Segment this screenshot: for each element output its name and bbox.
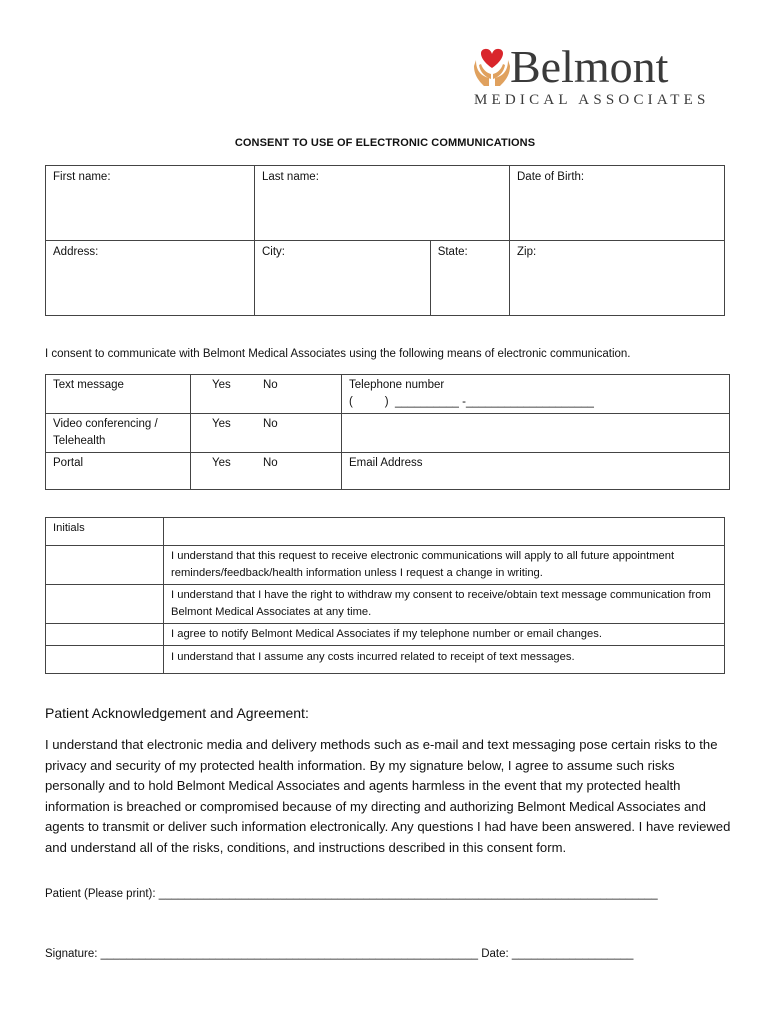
text-message-no-option[interactable]: No bbox=[263, 379, 278, 391]
initials-box-4[interactable] bbox=[46, 646, 164, 674]
document-title: CONSENT TO USE OF ELECTRONIC COMMUNICATIONS bbox=[234, 137, 536, 149]
initials-statement-1: I understand that this request to receive electronic communications will apply to all future appointment reminders/feedback/health information unless I request a change in writing. bbox=[164, 546, 725, 585]
means-label-portal: Portal bbox=[53, 457, 84, 469]
zip-field[interactable] bbox=[510, 241, 725, 316]
initials-statement-2: I understand that I have the right to withdraw my consent to receive/obtain text message communication from Belmont Medical Associates at any time. bbox=[164, 585, 725, 624]
means-label-video-conferencing: Video conferencing / Telehealth bbox=[53, 418, 158, 447]
logo-name: Belmont bbox=[510, 41, 669, 92]
initials-box-2[interactable] bbox=[46, 585, 164, 624]
patient-print-label: Patient (Please print): bbox=[45, 888, 156, 900]
city-label: City: bbox=[262, 246, 285, 258]
initials-table bbox=[45, 517, 725, 674]
signature-row bbox=[45, 948, 633, 960]
video-detail-cell bbox=[342, 414, 730, 453]
patient-print-row bbox=[45, 888, 658, 900]
patient-info-table bbox=[45, 165, 725, 316]
address-field[interactable] bbox=[46, 241, 255, 316]
date-label: Date: bbox=[481, 948, 509, 960]
signature-label: Signature: bbox=[45, 948, 98, 960]
address-label: Address: bbox=[53, 246, 99, 258]
date-field[interactable]: ___________________ bbox=[511, 948, 634, 960]
dob-field[interactable] bbox=[510, 166, 725, 241]
heart-hands-icon bbox=[472, 46, 512, 88]
email-address-field[interactable] bbox=[342, 453, 730, 490]
logo-subtitle: MEDICAL ASSOCIATES bbox=[474, 92, 710, 108]
belmont-logo bbox=[472, 41, 727, 116]
zip-label: Zip: bbox=[517, 246, 537, 258]
acknowledgement-heading: Patient Acknowledgement and Agreement: bbox=[45, 705, 309, 721]
state-field[interactable] bbox=[430, 241, 509, 316]
video-no-option[interactable]: No bbox=[263, 418, 278, 430]
telephone-number-label: Telephone number bbox=[349, 379, 445, 391]
initials-statement-4: I understand that I assume any costs incurred related to receipt of text messages. bbox=[164, 646, 725, 674]
communication-means-table bbox=[45, 374, 730, 490]
email-address-label: Email Address bbox=[349, 457, 423, 469]
video-yes-option[interactable]: Yes bbox=[212, 418, 231, 430]
first-name-field[interactable] bbox=[46, 166, 255, 241]
last-name-label: Last name: bbox=[262, 171, 319, 183]
telephone-number-field[interactable]: ( ) __________ -____________________ bbox=[349, 396, 594, 408]
state-label: State: bbox=[437, 246, 468, 258]
patient-print-field[interactable]: ______________________________________________________________________________ bbox=[158, 888, 658, 900]
city-field[interactable] bbox=[255, 241, 431, 316]
consent-intro: I consent to communicate with Belmont Medical Associates using the following means of electronic communication. bbox=[45, 348, 631, 360]
signature-field[interactable]: ___________________________________________________________ bbox=[100, 948, 478, 960]
first-name-label: First name: bbox=[53, 171, 111, 183]
acknowledgement-body: I understand that electronic media and delivery methods such as e-mail and text messaging pose certain risks to the privacy and security of my protected health information. By my signature below, I agree to assume such risks personally and to hold Belmont Medical Associates and agents harmless in the event that my protected health information is breached or compromised because of my directing and authorizing Belmont Medical Associates and agents to transmit or deliver such information electronically. Any questions I had have been answered. I have reviewed and understand all of the risks, conditions, and instructions described in this consent form. bbox=[45, 737, 731, 855]
portal-no-option[interactable]: No bbox=[263, 457, 278, 469]
means-label-text-message: Text message bbox=[53, 379, 124, 391]
text-message-yes-option[interactable]: Yes bbox=[212, 379, 231, 391]
dob-label: Date of Birth: bbox=[517, 171, 585, 183]
initials-box-3[interactable] bbox=[46, 624, 164, 646]
initials-header: Initials bbox=[53, 522, 85, 534]
initials-statement-3: I agree to notify Belmont Medical Associates if my telephone number or email changes. bbox=[164, 624, 725, 646]
initials-box-1[interactable] bbox=[46, 546, 164, 585]
portal-yes-option[interactable]: Yes bbox=[212, 457, 231, 469]
last-name-field[interactable] bbox=[255, 166, 510, 241]
